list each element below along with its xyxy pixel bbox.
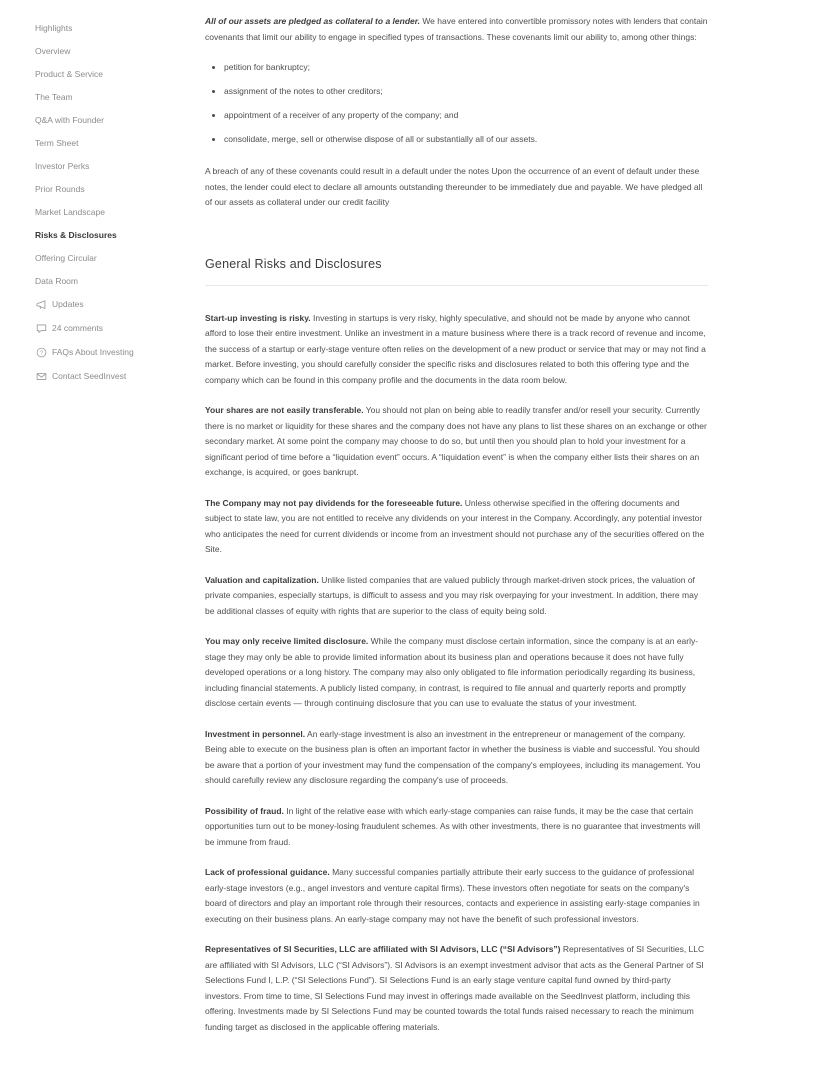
- risk-paragraph: [205, 865, 708, 927]
- risk-lead: Valuation and capitalization.: [205, 574, 319, 585]
- comment-icon: [35, 322, 47, 334]
- risk-lead: Lack of professional guidance.: [205, 867, 330, 877]
- risk-paragraph: [205, 311, 708, 389]
- risk-paragraph: [205, 804, 708, 851]
- sidebar-tool-item[interactable]: [35, 292, 205, 316]
- risk-lead: Start-up investing is risky.: [205, 312, 311, 323]
- risk-text: You should not plan on being able to readily transfer and/or resell your security. Currently there is no market or liquidity for these shares and the company does not have any plans to list these shares on an exchange or other secondary market. At some point the company may choose to do so, but until then you should plan to hold your investment for a significant period of time before a “liquidation event” occurs. A “liquidation event” is when the company either lists their shares on an exchange, is acquired, or goes bankrupt.: [205, 405, 707, 477]
- section-divider: [205, 285, 708, 286]
- sidebar-section-links: [35, 16, 205, 292]
- risk-lead: You may only receive limited disclosure.: [205, 636, 369, 646]
- intro-lead: All of our assets are pledged as collateral to a lender.: [205, 16, 420, 26]
- sidebar-tool-label: Updates: [52, 299, 84, 309]
- risk-text: An early-stage investment is also an investment in the entrepreneur or management of the company. Being able to execute on the business plan is often an important factor in whether the business is viable and successful. You should be aware that a portion of your investment may fund the compensation of the company's employees, including its management. You should carefully review any disclosure regarding the company's use of proceeds.: [205, 728, 701, 785]
- risk-paragraph: [205, 942, 708, 1035]
- sidebar-item[interactable]: Product & Service: [35, 68, 104, 79]
- sidebar-item[interactable]: Term Sheet: [35, 137, 79, 148]
- risk-lead: Investment in personnel.: [205, 728, 306, 739]
- sidebar-item[interactable]: Risks & Disclosures: [35, 229, 117, 240]
- breach-paragraph: A breach of any of these covenants could result in a default under the notes Upon the occurrence of an event of default under these notes, the lender could elect to declare all amounts outstanding thereunder to be immediately due and payable. We have pledged all of our assets as collateral under our credit facility: [205, 166, 703, 207]
- main-content: [205, 14, 708, 1050]
- sidebar-tool-item[interactable]: [35, 364, 205, 388]
- covenant-item: • consolidate, merge, sell or otherwise dispose of all or substantially all of our assets.: [224, 132, 708, 147]
- risk-paragraph: [205, 403, 708, 481]
- risk-lead: Representatives of SI Securities, LLC are affiliated with SI Advisors, LLC (“SI Advisors”): [205, 944, 561, 954]
- risk-text: While the company must disclose certain information, since the company is at an early-stage they may only be able to provide limited information about its business plan and operations because it does not have fully developed operations or a long history. The company may also only obligated to file information periodically regarding its business, including financial statements. A publicly listed company, in contrast, is required to file annual and quarterly reports and promptly disclose certain events — through continuing disclosure that you can use to evaluate the status of your investment.: [205, 636, 699, 708]
- risk-paragraph: [205, 634, 708, 712]
- svg-text:?: ?: [39, 350, 43, 357]
- sidebar-item[interactable]: Offering Circular: [35, 252, 97, 263]
- risk-text: Unless otherwise specified in the offering documents and subject to state law, you are not entitled to receive any dividends on your interest in the Company. Accordingly, any potential investor who anticipates the need for current dividends or income from an investment should not purchase any of the securities offered on the Site.: [205, 497, 705, 554]
- risk-text: Representatives of SI Securities, LLC are affiliated with SI Advisors, LLC (“SI Advisors”). SI Advisors is an exempt investment advisor that acts as the General Partner of SI Selections Fund I, L.P. (“SI Selections Fund”). SI Selections Fund is an early stage venture capital fund owned by third-party investors. From time to time, SI Selections Fund may invest in offerings made available on the SeedInvest platform, including this offering. Investments made by SI Selections Fund may be counted towards the total funds raised necessary to reach the minimum funding target as disclosed in the applicable offering materials.: [205, 944, 705, 1032]
- covenant-item: • petition for bankruptcy;: [224, 60, 708, 75]
- covenant-list: [207, 60, 708, 147]
- risk-lead: Your shares are not easily transferable.: [205, 405, 364, 415]
- risk-paragraph: [205, 496, 708, 558]
- sidebar-tool-label: Contact SeedInvest: [52, 371, 127, 381]
- question-circle-icon: [35, 346, 47, 358]
- section-heading: General Risks and Disclosures: [205, 256, 382, 271]
- risk-text: Investing in startups is very risky, highly speculative, and should not be made by anyone who cannot afford to lose their entire investment. Unlike an investment in a mature business where there is a track record of revenue and income, the success of a startup or early-stage venture often relies on the development of a new product or service that may or may not find a market. Before investing, you should carefully consider the specific risks and disclosures related to both this offering type and the company which can be found in this company profile and the documents in the data room below.: [205, 312, 706, 385]
- risk-paragraph: [205, 573, 708, 620]
- risk-lead: Possibility of fraud.: [205, 805, 284, 816]
- sidebar-item[interactable]: Q&A with Founder: [35, 114, 104, 125]
- intro-text: We have entered into convertible promissory notes with lenders that contain covenants that limit our ability to engage in specified types of transactions. These covenants limit our ability to, among other things:: [205, 16, 708, 42]
- sidebar-tool-label: FAQs About Investing: [52, 347, 134, 357]
- sidebar-nav: [0, 14, 205, 1050]
- covenant-item: • appointment of a receiver of any property of the company; and: [224, 108, 708, 123]
- sidebar-tool-label: 24 comments: [52, 323, 104, 333]
- sidebar-item[interactable]: Market Landscape: [35, 206, 105, 217]
- sidebar-tool-item[interactable]: [35, 340, 205, 364]
- envelope-icon: [35, 370, 47, 382]
- sidebar-tools: [35, 292, 205, 388]
- risk-paragraphs: [205, 311, 708, 1036]
- risk-lead: The Company may not pay dividends for the foreseeable future.: [205, 497, 463, 508]
- risk-paragraph: [205, 727, 708, 789]
- intro-paragraph: [205, 14, 708, 45]
- sidebar-tool-item[interactable]: [35, 316, 205, 340]
- sidebar-item[interactable]: Prior Rounds: [35, 183, 85, 194]
- risk-text: Unlike listed companies that are valued publicly through market-driven stock prices, the valuation of private companies, especially startups, is difficult to assess and you may risk overpaying for your investment. In addition, there may be additional classes of equity with rights that are superior to the class of equity being sold.: [205, 574, 699, 616]
- risk-text: Many successful companies partially attribute their early success to the guidance of professional early-stage investors (e.g., angel investors and venture capital firms). These investors often negotiate for seats on the company's board of directors and play an important role through their resources, contacts and experience in assisting early-stage companies in executing on their business plans. An early-stage company may not have the benefit of such professional investors.: [205, 867, 700, 924]
- sidebar-item[interactable]: Overview: [35, 45, 71, 56]
- sidebar-item[interactable]: Investor Perks: [35, 160, 90, 171]
- megaphone-icon: [35, 298, 47, 310]
- sidebar-item[interactable]: The Team: [35, 91, 73, 102]
- covenant-item: • assignment of the notes to other creditors;: [224, 84, 708, 99]
- sidebar-item[interactable]: Data Room: [35, 275, 78, 286]
- risk-text: In light of the relative ease with which early-stage companies can raise funds, it may be the case that certain opportunities turn out to be money-losing fraudulent schemes. As with other investments, there is no guarantee that investments will be immune from fraud.: [205, 805, 701, 847]
- sidebar-item[interactable]: Highlights: [35, 22, 73, 33]
